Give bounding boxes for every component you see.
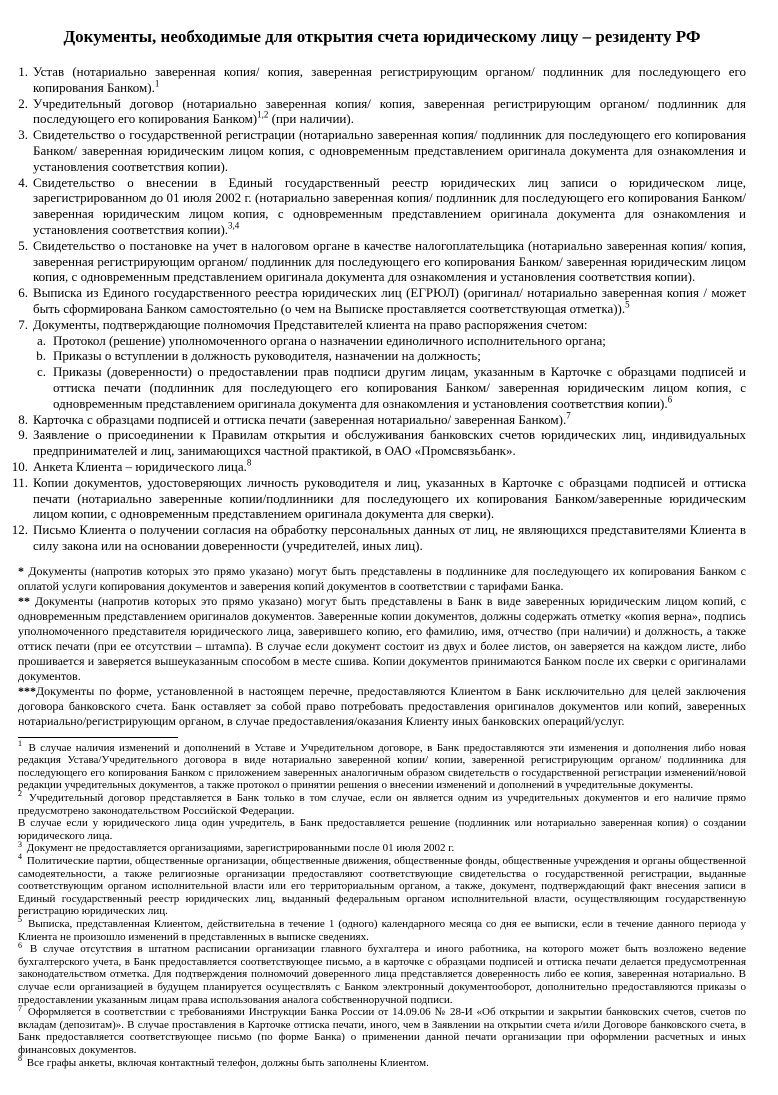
note-paragraph: * Документы (напротив которых это прямо указано) могут быть представлены в подлиннике для последующего их копирования Банком с оплатой услуги копирования документов и заверения копий документов в соответствии с тарифами Банка.	[18, 563, 746, 593]
list-item: 5. Свидетельство о постановке на учет в налоговом органе в качестве налогоплательщика (нотариально заверенная копия/ копия, заверенная регистрирующим органом/ подлинник для последующего его копирования Банком/ заверенная юридическим лицом копия, с одновременным представлением оригинала документа для ознакомления и установления соответствия копии).	[18, 237, 746, 285]
footnote-ref: 1	[154, 78, 160, 89]
item-number: 9.	[18, 427, 28, 443]
sub-item-letter: c.	[36, 364, 46, 380]
footnotes-section	[18, 739, 747, 1069]
list-item: 4. Свидетельство о внесении в Единый государственный реестр юридических лиц записи о юридическом лице, зарегистрированном до 01 июля 2002 г. (нотариально заверенная копия/ подлинник для последующего его копирования Банком/ заверенная юридическим лицом копия, с одновременным представлением оригинала документа для ознакомления и установления соответствия копии).$^{3,4}$	[18, 174, 746, 237]
sub-list-item: c. Приказы (доверенности) о предоставлении прав подписи другим лицам, указанным в Карточке с образцами подписей и оттиска печати (подлинник для последующего его копирования Банком/ заверенная юридическим лицом копия, с одновременным представлением оригинала документа для ознакомления и установления соответствия копии).$^6$	[36, 364, 746, 411]
footnote: $^7$ Оформляется в соответствии с требованиями Инструкции Банка России от 14.09.06 № 28-И «Об открытии и закрытии банковских счетов, счетов по вкладам (депозитам)». В случае проставления в Карточке оттиска печати, иного, чем в Заявлении на открытии счета и/или Договоре банковского счета, в Банк предоставляется соответствующее письмо (по форме Банка) о применении данной печати организации при оформлении расчетных и иных финансовых документов.	[18, 1003, 746, 1056]
footnote-ref: 6	[667, 394, 673, 405]
footnote: $^5$ Выписка, представленная Клиентом, действительна в течение 1 (одного) календарного месяца со дня ее выписки, если в течение данного периода у Клиента не произошло изменений в представленных в выписке сведениях.	[18, 915, 747, 943]
footnote-ref: 1,2	[257, 110, 269, 121]
sub-list-item: b. Приказы о вступлении в должность руководителя, назначении на должность;	[36, 348, 481, 364]
list-item: 8. Карточка с образцами подписей и оттиска печати (заверенная нотариально/ заверенная Банком).$^7$	[18, 410, 571, 427]
footnote-marker: 4	[18, 852, 22, 862]
note-marker: **	[18, 593, 30, 608]
item-number: 10.	[11, 458, 28, 474]
list-item: 7. Документы, подтверждающие полномочия Представителей клиента на право распоряжения счетом: a. Протокол (решение) уполномоченного органа о назначении единоличного исполнительного органа; b. Приказы о вступлении в должность руководителя, назначении на должность; c. Приказы (доверенности) о предоставлении прав подписи другим лицам, указанным в Карточке с образцами подписей и оттиска печати (подлинник для последующего его копирования Банком/ заверенная юридическим лицом копия, с одновременным представлением оригинала документа для ознакомления и установления соответствия копии).$^6$	[18, 316, 746, 411]
footnote-marker: 2	[18, 789, 22, 799]
footnote-ref: 5	[625, 299, 630, 310]
item-number: 12.	[11, 522, 28, 538]
page-title: Документы, необходимые для открытия счета юридическому лицу – резиденту РФ	[63, 27, 701, 46]
sub-item-letter: b.	[36, 348, 46, 364]
footnote-ref: 3,4	[228, 220, 240, 231]
item-number: 11.	[12, 474, 28, 490]
note-marker: *	[18, 563, 24, 578]
footnote-marker: 7	[18, 1003, 22, 1013]
item-number: 2.	[18, 95, 28, 111]
footnote: $^2$ Учредительный договор представляется в Банк только в том случае, если он является одним из учредительных документов и его наличие прямо предусмотрено законодательством Российской Федерации.	[18, 789, 747, 817]
list-item: 1. Устав (нотариально заверенная копия/ копия, заверенная регистрирующим органом/ подлинник для последующего его копирования Банком).$^1$	[18, 64, 746, 95]
sub-list	[36, 332, 746, 412]
footnote-separator	[18, 737, 178, 738]
footnote-ref: 7	[566, 410, 571, 421]
list-item: 6. Выписка из Единого государственного реестра юридических лиц (ЕГРЮЛ) (оригинал/ нотариально заверенная копия / может быть сформирована Банком самостоятельно (о чем на Выписке проставляется соответствующая отметка)).$^5$	[18, 285, 746, 316]
footnote: $^4$ Политические партии, общественные организации, общественные движения, общественные фонды, общественные учреждения и органы общественной самодеятельности, а также религиозные организации предоставляют соответствующие свидетельства о государственной регистрации, выданные соответствующим органом исполнительной власти или его территориальным органом, а также, документ, подтверждающий факт внесения записи в Единый государственный реестр юридических лиц, выданный федеральным органом исполнительной власти, осуществляющим государственную регистрацию юридических лиц.	[18, 852, 747, 918]
item-number: 1.	[18, 64, 28, 79]
item-number: 8.	[18, 411, 28, 427]
footnote: $^8$ Все графы анкеты, включая контактный телефон, должны быть заполнены Клиентом.	[18, 1053, 429, 1069]
document-list	[11, 64, 746, 554]
footnote: $^1$ В случае наличия изменений и дополнений в Уставе и Учредительном договоре, в Банк предоставляются эти изменения и дополнения либо новая редакция Устава/Учредительного договора в виде нотариально заверенной копии/ копии, заверенной регистрирующим органом/ подлинника для последующего его копирования Банком с приложением заверенных аналогичным образом свидетельств о государственной регистрации изменений/новой редакции учредительных документов, а также протокол о принятии решения о внесении изменений и дополнений в учредительные документы.	[18, 739, 746, 792]
note-marker: ***	[18, 683, 36, 698]
note-paragraph: ***Документы по форме, установленной в настоящем перечне, предоставляются Клиентом в Банк исключительно для целей заключения договора банковского счета. Банк оставляет за собой право потребовать предоставления оригиналов документов или копий, заверенных нотариально/регистрирующим органом, в случае предоставления/оказания Клиенту иных банковских операций/услуг.	[18, 683, 746, 728]
footnote-marker: 6	[18, 940, 22, 950]
footnote-marker: 8	[18, 1053, 22, 1063]
sub-item-letter: a.	[36, 332, 46, 348]
list-item: 3. Свидетельство о государственной регистрации (нотариально заверенная копия/ подлинник для последующего его копирования Банком/ заверенная юридическим лицом копия, с одновременным представлением оригинала документа для ознакомления и установления соответствия копии).	[18, 127, 746, 174]
footnote-marker: 3	[18, 839, 22, 849]
item-number: 4.	[18, 174, 28, 190]
item-number: 6.	[18, 285, 28, 301]
footnote-marker: 1	[18, 739, 22, 749]
footnote: В случае если у юридического лица один учредитель, в Банк предоставляется решение (подлинник или нотариально заверенная копия) о создании юридического лица.	[18, 817, 746, 842]
footnote-ref: 8	[246, 457, 252, 468]
footnote: $^3$ Документ не предоставляется организациями, зарегистрированными после 01 июля 2002 г.	[18, 839, 455, 855]
list-item: 9. Заявление о присоединении к Правилам открытия и обслуживания банковских счетов юридических лиц, индивидуальных предпринимателей и лиц, занимающихся частной практикой, в ОАО «Промсвязьбанк».	[18, 427, 746, 459]
list-item: 11. Копии документов, удостоверяющих личность руководителя и лиц, указанных в Карточке с образцами подписей и оттиска печати (нотариально заверенные копии/подлинники для последующего их копирования Банком/заверенные юридическим лицом копии, с одновременным представлением оригинала документа для сверки).	[12, 474, 746, 522]
item-number: 5.	[18, 237, 28, 253]
list-item: 12. Письмо Клиента о получении согласия на обработку персональных данных от лиц, не являющихся представителями Клиента в силу закона или на основании доверенности (учредителей, иных лиц).	[11, 522, 746, 553]
sub-list-item: a. Протокол (решение) уполномоченного органа о назначении единоличного исполнительного органа;	[36, 332, 606, 348]
list-item: 10. Анкета Клиента – юридического лица.$^8$	[11, 457, 252, 474]
footnote: $^6$ В случае отсутствия в штатном расписании организации главного бухгалтера и иного работника, на которого может быть возложено ведение бухгалтерского учета, в Банк предоставляется соответствующее письмо, а в карточке с образцами подписей и оттиска печати делается предусмотренная законодательством отметка. Для подтверждения полномочий доверенного лица представляется доверенность либо ее копия, заверенная нотариально. В случае если организацией в будущем планируется осуществлять с Банком электронный документооборот, дополнительно предоставляются приказы о предоставлении указанным лицам права использования аналога собственноручной подписи.	[18, 940, 746, 1006]
item-number: 7.	[18, 316, 28, 332]
item-number: 3.	[18, 127, 28, 143]
footnote-marker: 5	[18, 915, 22, 925]
notes-section	[18, 564, 746, 729]
list-item: 2. Учредительный договор (нотариально заверенная копия/ копия, заверенная регистрирующим органом/ подлинник для последующего его копирования Банком)$^{1,2}$ (при наличии).	[18, 95, 746, 127]
note-paragraph: ** Документы (напротив которых это прямо указано) могут быть представлены в Банк в виде заверенных юридическим лицом копий, с одновременным представлением оригиналов документов. Заверенные копии документов, должны содержать отметку «копия верна», подпись уполномоченного представителя юридического лица, заверившего копию, его фамилию, имя, отчество (при наличии) и должность, а также оттиск печати (при ее отсутствии – штампа). В случае если документ состоит из двух и более листов, он заверяется на каждом листе, либо прошивается и заверяется вышеуказанным способом в месте сшива. Копии документов принимаются Банком после их сверки с оригиналами документов.	[18, 593, 746, 683]
